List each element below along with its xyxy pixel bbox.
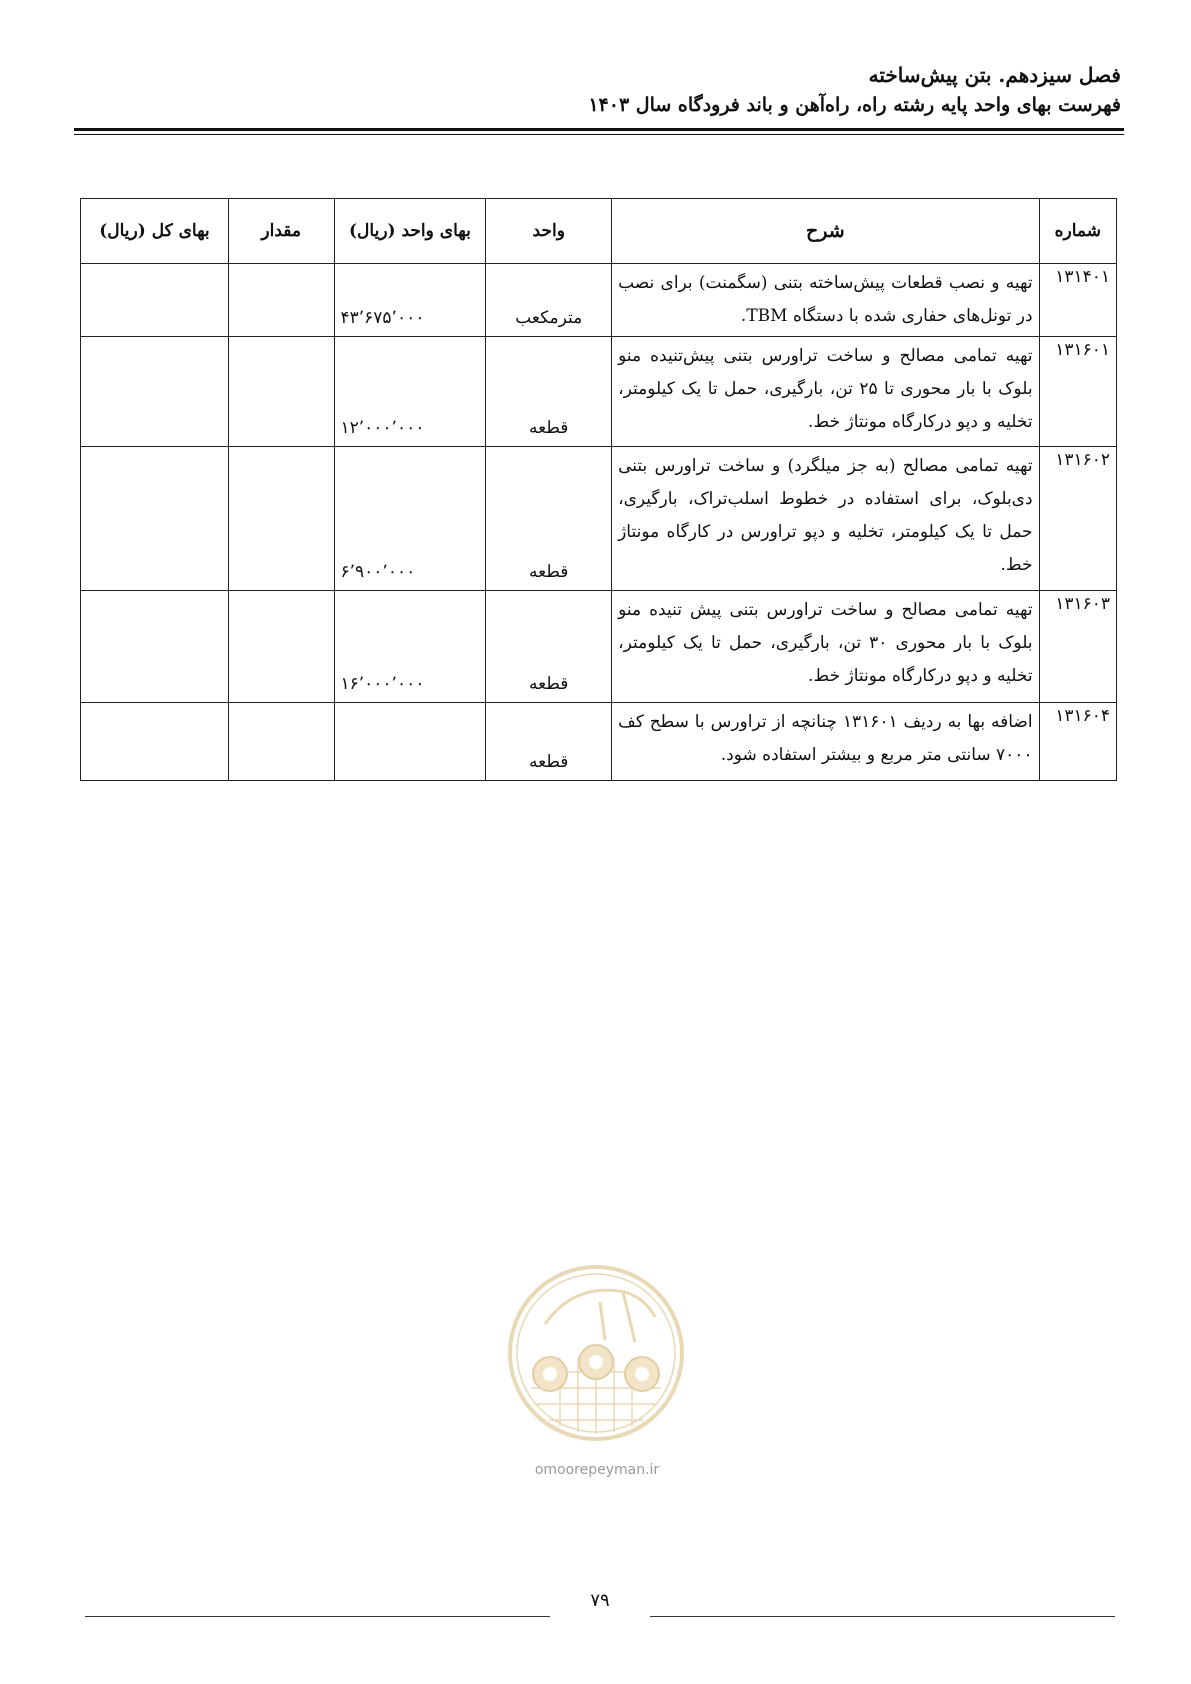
watermark-site: omoorepeyman.ir <box>534 1462 660 1478</box>
row-quantity <box>228 337 334 447</box>
header-unit: واحد <box>486 199 612 264</box>
page-number: ۷۹ <box>590 1590 610 1611</box>
row-unit: قطعه <box>486 591 612 703</box>
header-rule-thick <box>74 128 1124 131</box>
header-unit-price: بهای واحد (ریال) <box>334 199 486 264</box>
row-total-price <box>81 703 229 781</box>
row-unit: مترمکعب <box>486 264 612 337</box>
row-unit: قطعه <box>486 447 612 591</box>
header-description: شرح <box>612 199 1039 264</box>
header-rule-thin <box>74 134 1124 135</box>
row-description: تهیه تمامی مصالح و ساخت تراورس بتنی پیش‌تنیده منو بلوک با بار محوری تا ۲۵ تن، بارگیری، حمل تا یک کیلومتر، تخلیه و دپو درکارگاه مونتاژ خط. <box>612 337 1039 447</box>
header-total-price: بهای کل (ریال) <box>81 199 229 264</box>
price-table <box>80 198 1117 781</box>
page-header <box>71 60 1121 120</box>
row-unit-price: ۴۳٬۶۷۵٬۰۰۰ <box>334 264 486 337</box>
watermark-logo-icon <box>505 1262 687 1444</box>
row-code: ۱۳۱۶۰۳ <box>1039 591 1116 703</box>
header-quantity: مقدار <box>228 199 334 264</box>
row-code: ۱۳۱۴۰۱ <box>1039 264 1116 337</box>
table-header-row <box>81 199 1117 264</box>
row-unit-price: ۶٬۹۰۰٬۰۰۰ <box>334 447 486 591</box>
list-subtitle: فهرست بهای واحد پایه رشته راه، راه‌آهن و باند فرودگاه سال ۱۴۰۳ <box>588 94 1121 116</box>
header-code: شماره <box>1039 199 1116 264</box>
table-row <box>81 337 1117 447</box>
row-quantity <box>228 264 334 337</box>
row-description: تهیه تمامی مصالح و ساخت تراورس بتنی پیش تنیده منو بلوک با بار محوری ۳۰ تن، بارگیری، حمل تا یک کیلومتر، تخلیه و دپو درکارگاه مونتاژ خط. <box>612 591 1039 703</box>
row-total-price <box>81 591 229 703</box>
row-quantity <box>228 591 334 703</box>
row-code: ۱۳۱۶۰۲ <box>1039 447 1116 591</box>
row-description: اضافه بها به ردیف ۱۳۱۶۰۱ چنانچه از تراورس با سطح کف ۷۰۰۰ سانتی متر مربع و بیشتر استفاده شود. <box>612 703 1039 781</box>
row-total-price <box>81 337 229 447</box>
row-unit-price: ۱۶٬۰۰۰٬۰۰۰ <box>334 591 486 703</box>
table-row <box>81 703 1117 781</box>
row-total-price <box>81 264 229 337</box>
table-row <box>81 591 1117 703</box>
row-unit-price: ۱۲٬۰۰۰٬۰۰۰ <box>334 337 486 447</box>
row-quantity <box>228 447 334 591</box>
row-description: تهیه تمامی مصالح (به جز میلگرد) و ساخت تراورس بتنی دی‌بلوک، برای استفاده در خطوط اسلب‌تراک، بارگیری، حمل تا یک کیلومتر، تخلیه و دپو تراورس در کارگاه مونتاژ خط. <box>612 447 1039 591</box>
table-row <box>81 264 1117 337</box>
row-description: تهیه و نصب قطعات پیش‌ساخته بتنی (سگمنت) برای نصب در تونل‌های حفاری شده با دستگاه TBM. <box>612 264 1039 337</box>
chapter-title: فصل سیزدهم. بتن پیش‌ساخته <box>868 63 1121 87</box>
row-unit-price <box>334 703 486 781</box>
footer-rule-left <box>85 1616 550 1617</box>
row-unit: قطعه <box>486 337 612 447</box>
row-quantity <box>228 703 334 781</box>
table-row <box>81 447 1117 591</box>
footer-rule-right <box>650 1616 1115 1617</box>
row-unit: قطعه <box>486 703 612 781</box>
row-code: ۱۳۱۶۰۱ <box>1039 337 1116 447</box>
row-total-price <box>81 447 229 591</box>
row-code: ۱۳۱۶۰۴ <box>1039 703 1116 781</box>
